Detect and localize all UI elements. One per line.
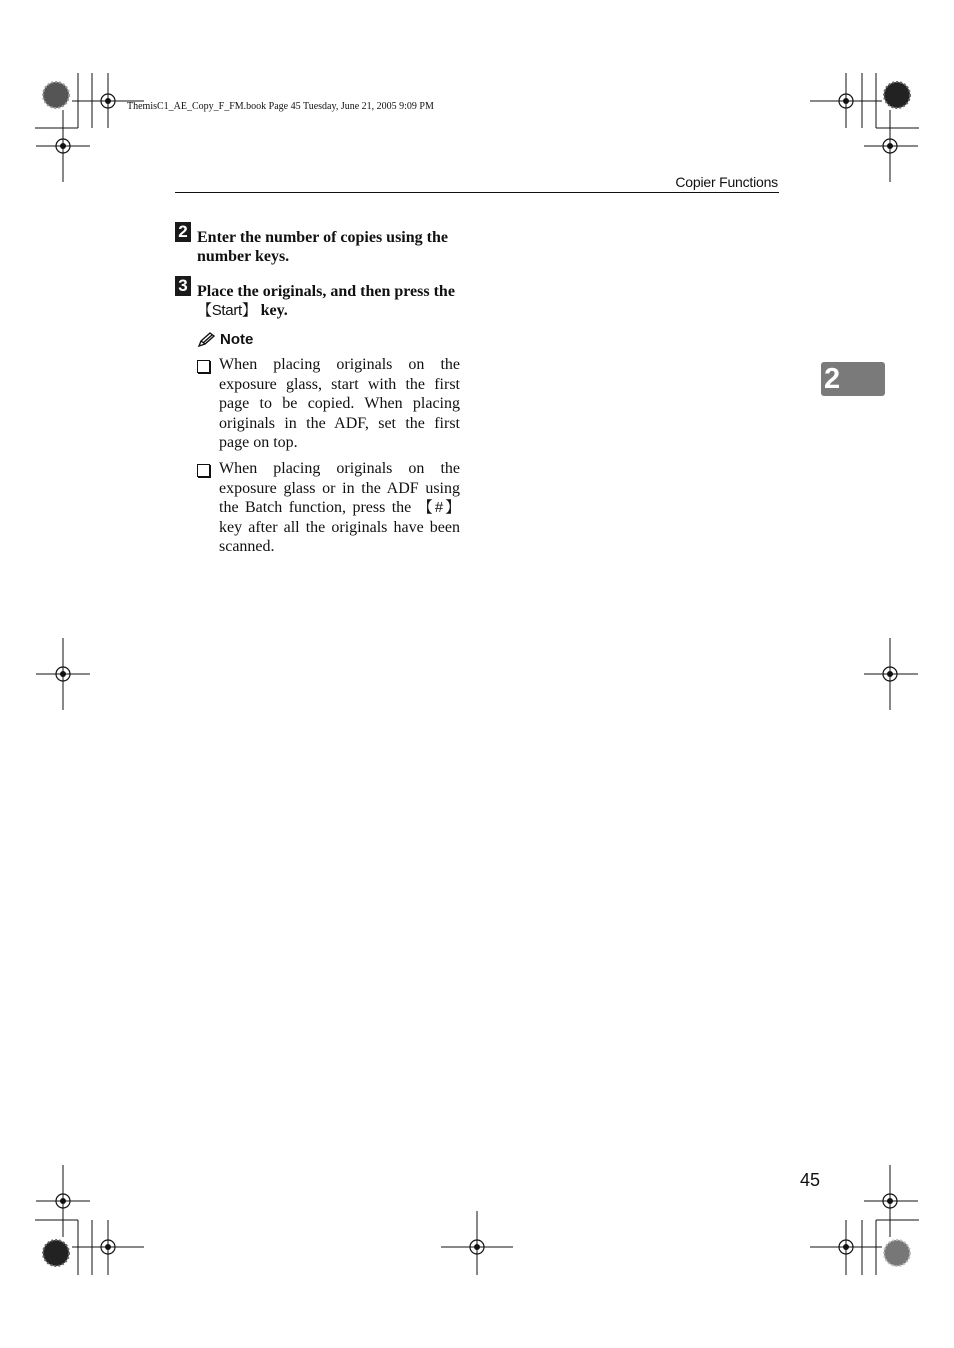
step-3 — [175, 276, 465, 320]
hash-key-label: 【#】 — [417, 499, 460, 516]
note-heading — [197, 331, 253, 348]
step-text — [197, 282, 465, 320]
header-rule — [175, 192, 779, 193]
chapter-tab — [821, 362, 885, 396]
step-text: Enter the number of copies using the number keys. — [197, 229, 448, 265]
print-metadata: ThemisC1_AE_Copy_F_FM.book Page 45 Tuesday, June 21, 2005 9:09 PM — [127, 101, 434, 112]
section-title: Copier Functions — [675, 174, 778, 190]
step-2 — [175, 222, 465, 266]
step-text-after: key. — [256, 302, 288, 319]
start-key-label: 【Start】 — [197, 302, 257, 319]
note-item-text — [219, 459, 460, 557]
note-label: Note — [220, 331, 254, 348]
page-number: 45 — [800, 1170, 821, 1190]
step-number: 2 — [175, 222, 191, 242]
step-number: 3 — [175, 276, 191, 296]
note-item-text-before: When placing originals on the exposure glass or in the ADF using the Batch function, press the — [219, 460, 460, 516]
checkbox-bullet-icon — [197, 464, 210, 477]
note-item-text: When placing originals on the exposure glass, start with the first page to be copied. When placing originals in the ADF, set the first page on top. — [219, 356, 460, 451]
note-item — [197, 459, 460, 557]
checkbox-bullet-icon — [197, 360, 210, 373]
step-text-before: Place the originals, and then press the — [197, 283, 455, 300]
note-item-text-after: key after all the originals have been scanned. — [219, 518, 460, 555]
pencil-icon — [197, 332, 217, 348]
chapter-number: 2 — [824, 363, 841, 395]
note-item — [197, 355, 460, 453]
